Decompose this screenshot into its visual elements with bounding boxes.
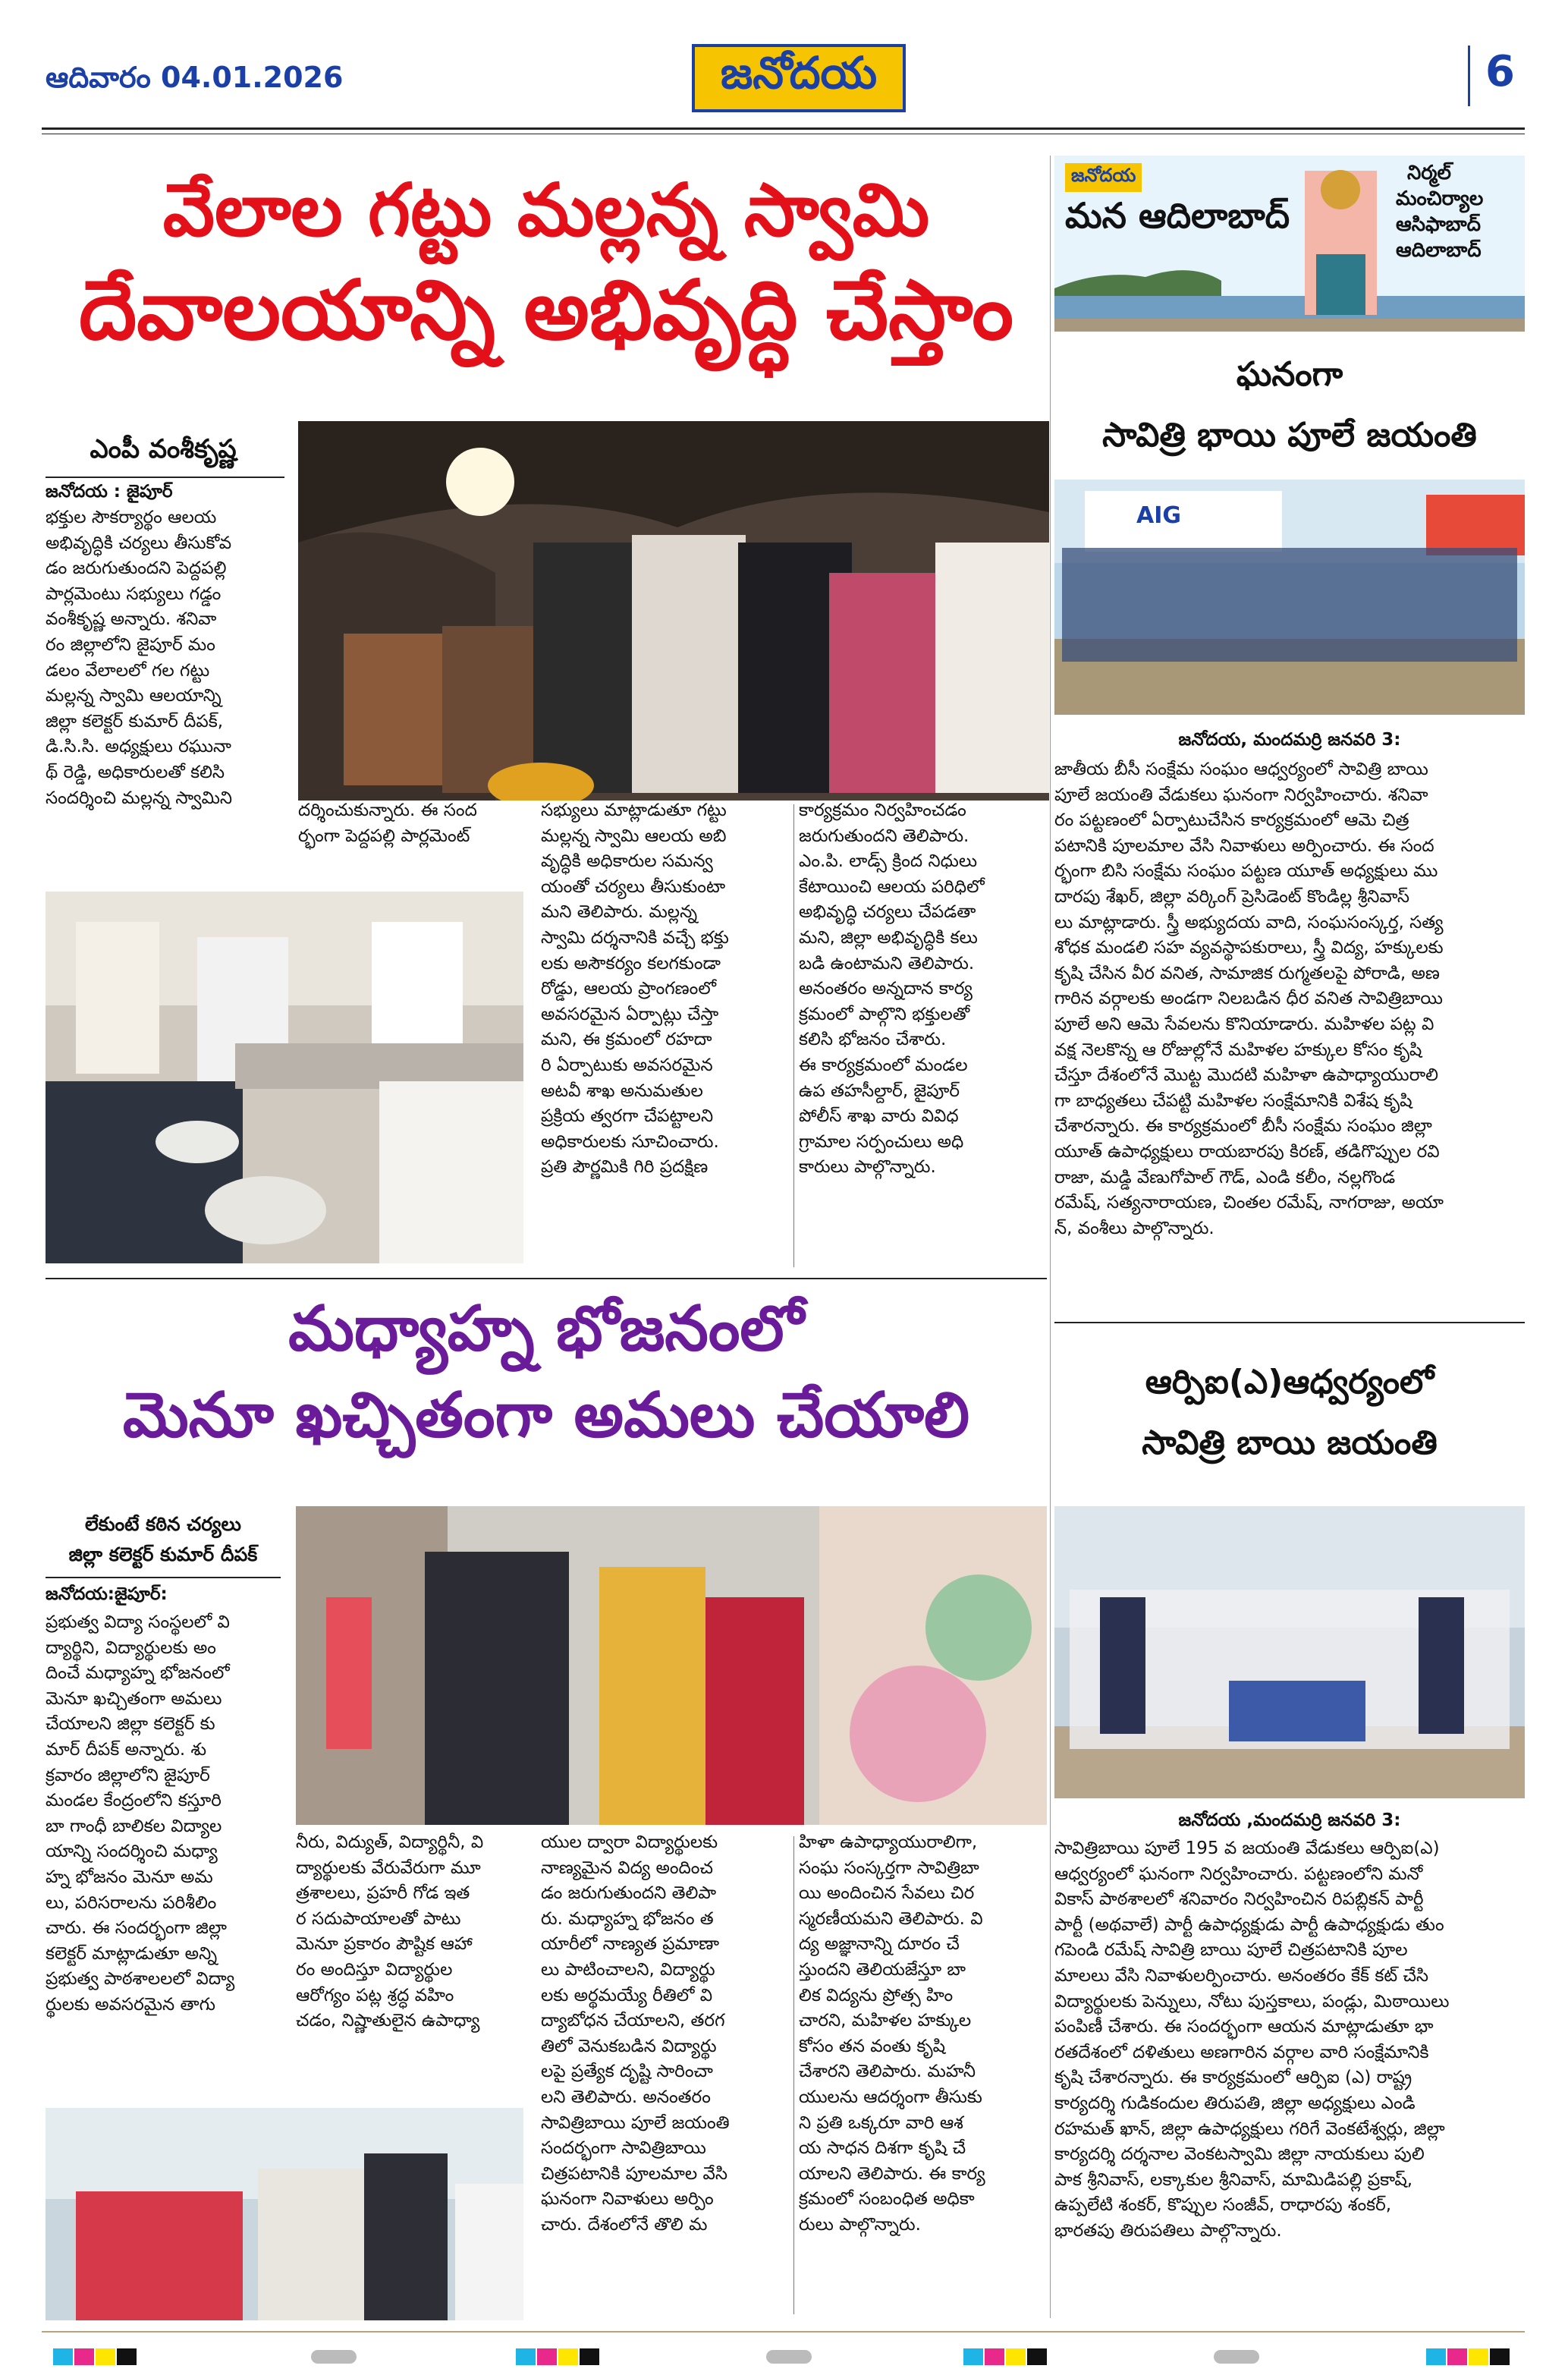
header-rule bbox=[42, 127, 1525, 130]
story3-column-2: నీరు, విద్యుత్, విద్యార్థినీ, వి ద్యార్థులకు వేరువేరుగా మూ త్రశాలలు, ప్రహరీ గోడ ఇత ర సదుపాయాలతో పాటు మెనూ ప్రకారం పౌష్టిక ఆహా రం అందిస్తూ విద్యార్థుల ఆరోగ్యం పట్ల శ్రద్ధ వహిం చడం, నిష్ణాతులైన ఉపాధ్యా bbox=[296, 1832, 484, 2031]
story4-dateline: జనోదయ ,మందమర్రి జనవరి 3: bbox=[1178, 1810, 1401, 1830]
story4-headline-line2: సావిత్రి బాయి జయంతి bbox=[1142, 1423, 1438, 1462]
page-number: 6 bbox=[1485, 47, 1515, 96]
story3-column-rule bbox=[793, 1836, 794, 2314]
story2-headline-line1: ఘనంగా bbox=[1236, 355, 1343, 394]
story3-headline-line2: మెనూ ఖచ్చితంగా అమలు చేయాలి bbox=[122, 1379, 970, 1452]
masthead-title: జనోదయ bbox=[720, 46, 878, 99]
story4-body: సావిత్రిబాయి పూలే 195 వ జయంతి వేడుకలు ఆర్పిఐ(ఎ) ఆధ్వర్యంలో ఘనంగా నిర్వహించారు. పట్టణంలోని మనో వికాస్ పాఠశాలలో శనివారం నిర్వహించిన రిపబ్లికన్ పార్టీ పార్టీ (అథవాలే) పార్టీ ఉపాధ్యక్షుడు పార్టీ ఉపాధ్యక్షుడు తుం గపెండి రమేష్ సావిత్రి బాయి పూలే చిత్రపటానికి పూల మాలలు వేసి నివాళులర్పించారు. అనంతరం కేక్ కట్ చేసి విద్యార్థులకు పెన్నులు, నోటు పుస్తకాలు, పండ్లు, మిఠాయిలు పంపిణీ చేశారు. ఈ సందర్భంగా ఆయన మాట్లాడుతూ భా రతదేశంలో దళితులు అణగారిన వర్గాల వారి సంక్షేమానికి కృషి చేశారన్నారు. ఈ కార్యక్రమంలో ఆర్పిఐ (ఎ) రాష్ట్ర కార్యదర్శి గుడికందుల తిరుపతి, జిల్లా అధ్యక్షులు ఎండి రహమత్ ఖాన్, జిల్లా ఉపాధ్యక్షులు గరిగే వెంకటేశ్వర్లు, జిల్లా కార్యదర్శి దర్శనాల వెంకటస్వామి జిల్లా నాయకులు పులి పాక శ్రీనివాస్, లక్కాకుల శ్రీనివాస్, మామిడిపల్లి ప్రకాష్, ఉప్పలేటి శంకర్, కొప్పుల సంజీవ్, రాధారపు శంకర్, భారతపు తిరుపతిలు పాల్గొన్నారు. bbox=[1054, 1839, 1450, 2241]
story1-headline-line1: వేలాల గట్టు మల్లన్న స్వామి bbox=[162, 168, 930, 253]
banner-district-1: నిర్మల్ bbox=[1407, 162, 1451, 184]
students-photo bbox=[46, 2108, 523, 2320]
banner-district-3: ఆసిఫాబాద్ bbox=[1396, 213, 1482, 236]
story1-subhead-rule bbox=[46, 477, 284, 478]
bc-sangham-photo bbox=[1054, 480, 1525, 715]
right-column-rule bbox=[1050, 156, 1051, 2318]
story1-column-1: భక్తుల సౌకర్యార్థం ఆలయ అభివృద్ధికి చర్యలు తీసుకోవ డం జరుగుతుందని పెద్దపల్లి పార్లమెంటు సభ్యులు గడ్డం వంశీకృష్ణ అన్నారు. శనివా రం జిల్లాలోని జైపూర్ మం డలం వేలాలలో గల గట్టు మల్లన్న స్వామి ఆలయాన్ని జిల్లా కలెక్టర్ కుమార్ దీపక్, డి.సి.సి. అధ్యక్షులు రఘునా థ్ రెడ్డి, అధికారులతో కలిసి సందర్శించి మల్లన్న స్వామిని bbox=[46, 508, 233, 808]
story3-column-3: యుల ద్వారా విద్యార్థులకు నాణ్యమైన విద్య అందించ డం జరుగుతుందని తెలిపా రు. మధ్యాహ్న భోజనం త యారీలో నాణ్యత ప్రమాణా లు పాటించాలని, విద్యార్థు లకు అర్థమయ్యే రీతిలో వి ద్యాబోధన చేయాలని, తరగ తిలో వెనుకబడిన విద్యార్థు లపై ప్రత్యేక దృష్టి సారించా లని తెలిపారు. అనంతరం సావిత్రిబాయి పూలే జయంతి సందర్భంగా సావిత్రిబాయి చిత్రపటానికి పూలమాల వేసి ఘనంగా నివాళులు అర్పిం చారు. దేశంలోనే తొలి మ bbox=[541, 1832, 730, 2235]
story3-dateline: జనోదయ:జైపూర్: bbox=[46, 1584, 168, 1604]
temple-cave-photo bbox=[298, 421, 1049, 801]
story3-subhead-2: జిల్లా కలెక్టర్ కుమార్ దీపక్ bbox=[68, 1543, 258, 1565]
story3-headline-line1: మధ్యాహ్న భోజనంలో bbox=[288, 1293, 804, 1365]
rpi-event-photo bbox=[1054, 1506, 1525, 1798]
story3-column-1: ప్రభుత్వ విద్యా సంస్థలలో వి ద్యార్థిని, విద్యార్థులకు అం దించే మధ్యాహ్న భోజనంలో మెనూ ఖచ్చితంగా అమలు చేయాలని జిల్లా కలెక్టర్ కు మార్ దీపక్ అన్నారు. శు క్రవారం జిల్లాలోని జైపూర్ మండల కేంద్రంలోని కస్తూరి బా గాంధీ బాలికల విద్యాల యాన్ని సందర్శించి మధ్యా హ్న భోజనం మెనూ అమ లు, పరిసరాలను పరిశీలిం చారు. ఈ సందర్భంగా జిల్లా కలెక్టర్ మాట్లాడుతూ అన్ని ప్రభుత్వ పాఠశాలలలో విద్యా ర్థులకు అవసరమైన తాగు bbox=[46, 1612, 235, 2015]
story1-column-2: దర్శించుకున్నారు. ఈ సంద ర్భంగా పెద్దపల్లి పార్లమెంట్ bbox=[298, 801, 477, 846]
header-divider-v bbox=[1468, 46, 1470, 106]
mana-adilabad-banner bbox=[1054, 156, 1525, 332]
photo-banner-text: AIG bbox=[1136, 502, 1182, 529]
story1-dateline: జనోదయ : జైపూర్ bbox=[46, 482, 173, 502]
story2-headline-line2: సావిత్రి భాయి పూలే జయంతి bbox=[1102, 416, 1477, 455]
annadanam-photo bbox=[46, 892, 523, 1263]
collector-school-photo bbox=[296, 1506, 1047, 1825]
story1-subhead: ఎంపీ వంశీకృష్ణ bbox=[90, 434, 237, 464]
header-date: ఆదివారం 04.01.2026 bbox=[46, 61, 344, 94]
story2-dateline: జనోదయ, మందమర్రి జనవరి 3: bbox=[1178, 730, 1401, 750]
banner-brand-box bbox=[1065, 163, 1142, 192]
story1-column-3: సభ్యులు మాట్లాడుతూ గట్టు మల్లన్న స్వామి ఆలయ అబి వృద్ధికి అధికారుల సమన్వ యంతో చర్యలు తీసుకుంటా మని తెలిపారు. మల్లన్న స్వామి దర్శనానికి వచ్చే భక్తు లకు అసౌకర్యం కలగకుండా రోడ్డు, ఆలయ ప్రాంగణంలో అవసరమైన ఏర్పాట్లు చేస్తా మని, ఈ క్రమంలో రహదా రి ఏర్పాటుకు అవసరమైన అటవీ శాఖ అనుమతుల ప్రక్రియ త్వరగా చేపట్టాలని అధికారులకు సూచించారు. ప్రతి పౌర్ణమికి గిరి ప్రదక్షిణ bbox=[541, 801, 729, 1178]
story3-subhead-rule bbox=[46, 1577, 281, 1578]
banner-district-2: మంచిర్యాల bbox=[1396, 187, 1484, 210]
story1-column-rule bbox=[793, 804, 794, 1267]
footer-rule bbox=[42, 2331, 1525, 2333]
story1-bottom-rule bbox=[46, 1278, 1047, 1279]
story1-column-4: కార్యక్రమం నిర్వహించడం జరుగుతుందని తెలిపారు. ఎం.పి. లాడ్స్ క్రింద నిధులు కేటాయించి ఆలయ పరిధిలో అభివృద్ధి చర్యలు చేపడతా మని, జిల్లా అభివృద్ధికి కలు బడి ఉంటామని తెలిపారు. అనంతరం అన్నదాన కార్య క్రమంలో పాల్గొని భక్తులతో కలిసి భోజనం చేశారు. ఈ కార్యక్రమంలో మండల ఉప తహసీల్దార్, జైపూర్ పోలీస్ శాఖ వారు వివిధ గ్రామాల సర్పంచులు అధి కారులు పాల్గొన్నారు. bbox=[799, 801, 985, 1178]
story4-headline-line1: ఆర్పిఐ(ఎ)ఆధ్వర్యంలో bbox=[1145, 1363, 1434, 1401]
banner-title: మన ఆదిలాబాద్ bbox=[1065, 195, 1290, 236]
masthead bbox=[692, 44, 906, 112]
story2-bottom-rule bbox=[1054, 1322, 1525, 1323]
story2-body: జాతీయ బీసీ సంక్షేమ సంఘం ఆధ్వర్యంలో సావిత్రి బాయి పూలే జయంతి వేడుకలు ఘనంగా నిర్వహించారు. శనివా రం పట్టణంలో ఏర్పాటుచేసిన కార్యక్రమంలో ఆమె చిత్ర పటానికి పూలమాల వేసి నివాళులు అర్పించారు. ఈ సంద ర్భంగా బిసి సంక్షేమ సంఘం పట్టణ యూత్ అధ్యక్షులు ము దారపు శేఖర్, జిల్లా వర్కింగ్ ప్రెసిడెంట్ కొండిల్ల శ్రీనివాస్ లు మాట్లాడారు. స్త్రీ అభ్యుదయ వాది, సంఘసంస్కర్త, సత్య శోధక మండలి సహ వ్యవస్థాపకురాలు, స్త్రీ విద్య, హక్కులకు కృషి చేసిన వీర వనిత, సామాజిక రుగ్మతలపై పోరాడి, అణ గారిన వర్గాలకు అండగా నిలబడిన ధీర వనిత సావిత్రిబాయి పూలే అని ఆమె సేవలను కొనియాడారు. మహిళల పట్ల వి వక్ష నెలకొన్న ఆ రోజుల్లోనే మహిళల హక్కుల కోసం కృషి చేస్తూ దేశంలోనే మొట్ట మొదటి మహిళా ఉపాధ్యాయురాలి గా బాధ్యతలు చేపట్టి మహిళల సంక్షేమానికి విశేష కృషి చేశారన్నారు. ఈ కార్యక్రమంలో బీసీ సంక్షేమ సంఘం జిల్లా యూత్ ఉపాధ్యక్షులు రాయబారపు కిరణ్, తడిగొప్పుల రవి రాజా, మడ్డి వేణుగోపాల్ గౌడ్, ఎండి కలీం, నల్లగొండ రమేష్, సత్యనారాయణ, చింతల రమేష్, నాగరాజు, అయా న్, వంశీలు పాల్గొన్నారు. bbox=[1054, 760, 1444, 1238]
story3-subhead-1: లేకుంటే కఠిన చర్యలు bbox=[85, 1513, 241, 1535]
banner-brand: జనోదయ bbox=[1071, 165, 1136, 186]
story1-headline-line2: దేవాలయాన్ని అభివృద్ధి చేస్తాం bbox=[78, 263, 1014, 358]
story3-column-4: హిళా ఉపాధ్యాయురాలిగా, సంఘ సంస్కర్తగా సావిత్రిబా యి అందించిన సేవలు చిర స్మరణీయమని తెలిపారు. వి ద్య అజ్ఞానాన్ని దూరం చే స్తుందని తెలియజేస్తూ బా లిక విద్యను ప్రోత్స హిం చారని, మహిళల హక్కుల కోసం తన వంతు కృషి చేశారని తెలిపారు. మహనీ యులను ఆదర్శంగా తీసుకు ని ప్రతి ఒక్కరూ వారి ఆశ య సాధన దిశగా కృషి చే యాలని తెలిపారు. ఈ కార్య క్రమంలో సంబంధిత అధికా రులు పాల్గొన్నారు. bbox=[799, 1832, 985, 2235]
banner-district-4: ఆదిలాబాద్ bbox=[1396, 239, 1482, 262]
